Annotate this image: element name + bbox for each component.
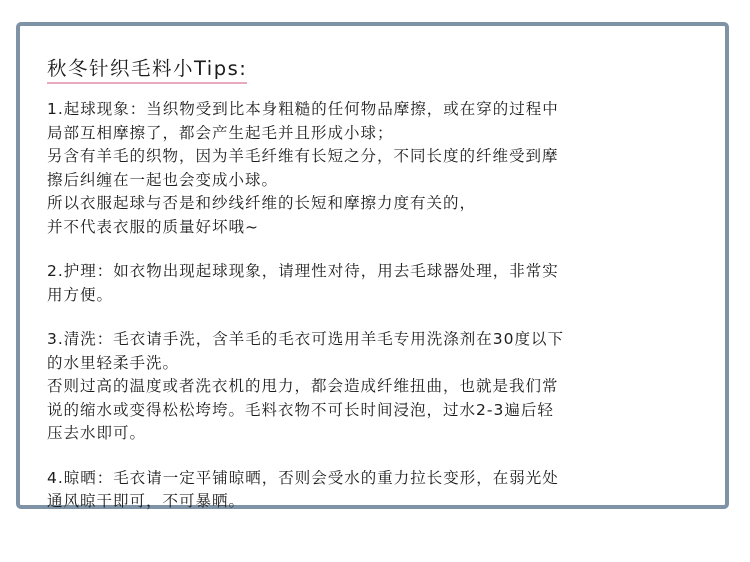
tip-section-care [47,260,717,307]
text-line: 并不代表衣服的质量好坏哦~ [47,217,259,236]
text-line: 压去水即可。 [47,424,147,442]
text-line: 局部互相摩擦了，都会产生起毛并且形成小球； [47,123,394,142]
tip-section-washing [47,328,717,446]
tip-section-pilling [47,98,717,239]
text-line: 另含有羊毛的织物，因为羊毛纤维有长短之分，不同长度的纤维受到摩 [47,147,559,165]
text-line: 所以衣服起球与否是和纱线纤维的长短和摩擦力度有关的， [47,194,477,212]
text-line: 1.起球现象：当织物受到比本身粗糙的任何物品摩擦，或在穿的过程中 [47,100,559,118]
text-line: 用方便。 [47,285,114,304]
text-line: 通风晾干即可，不可暴晒。 [47,492,246,510]
text-line: 说的缩水或变得松松垮垮。毛料衣物不可长时间浸泡，过水2-3遍后轻 [47,400,554,419]
text-line: 擦后纠缠在一起也会变成小球。 [47,170,279,189]
text-line: 2.护理：如衣物出现起球现象，请理性对待，用去毛球器处理，非常实 [47,262,559,280]
tip-section-drying [47,467,717,514]
tips-content [47,98,717,535]
text-line: 4.晾晒：毛衣请一定平铺晾晒，否则会受水的重力拉长变形，在弱光处 [47,468,559,487]
tips-title: 秋冬针织毛料小Tips: [47,57,247,84]
text-line: 的水里轻柔手洗。 [47,353,180,372]
text-line: 3.清洗：毛衣请手洗，含羊毛的毛衣可选用羊毛专用洗涤剂在30度以下 [47,330,565,348]
tips-card [16,22,729,509]
text-line: 否则过高的温度或者洗衣机的甩力，都会造成纤维扭曲，也就是我们常 [47,377,559,395]
